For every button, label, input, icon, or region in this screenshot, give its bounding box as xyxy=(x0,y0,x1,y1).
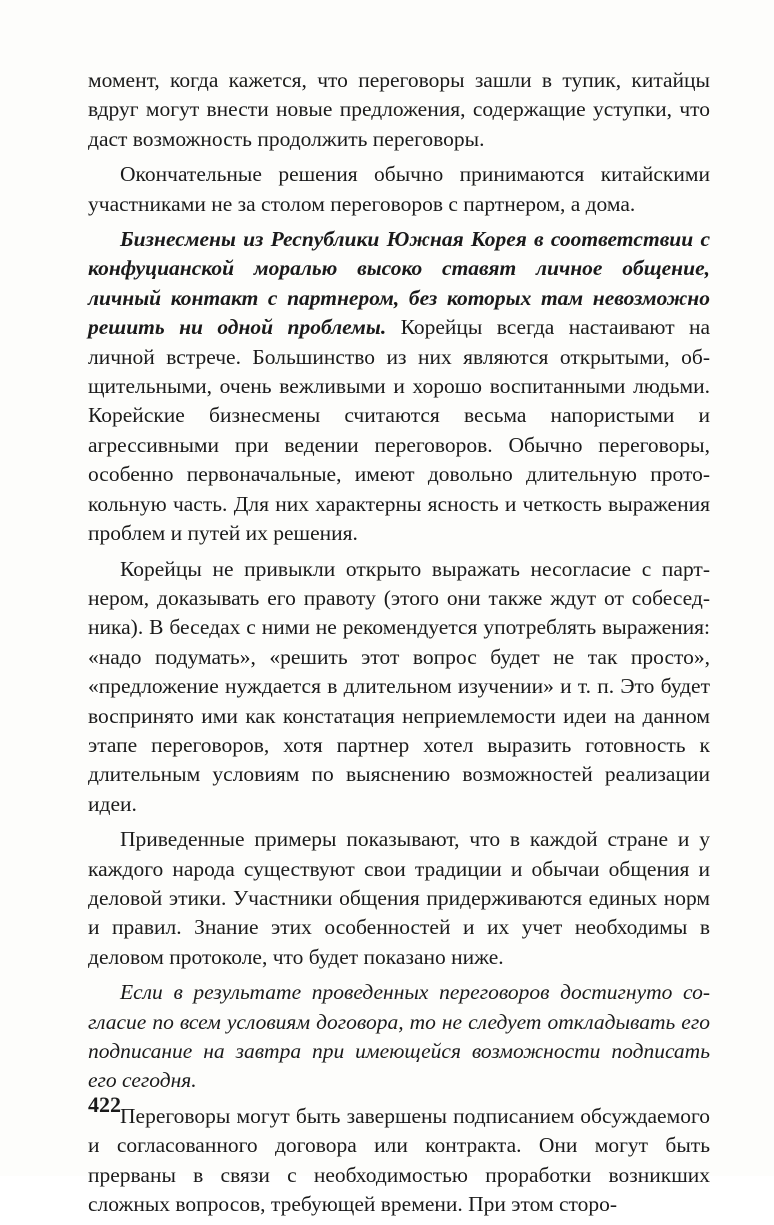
emphasized-text: Если в результате проведенных переговоров достигнуто согласие по всем условиям договора, то не следует откладывать его подписание на завтра при имеющейся возможности подписать его сегодня. xyxy=(88,980,710,1093)
paragraph xyxy=(88,160,710,219)
paragraph xyxy=(88,825,710,972)
page-number: 422 xyxy=(88,1092,121,1117)
paragraph-text: Окончательные решения обычно принимаются китайскими участниками не за столом переговоров с партнером, а дома. xyxy=(88,162,710,216)
paragraph xyxy=(88,1102,710,1220)
paragraph-text: Переговоры могут быть завершены подписанием обсуждаемого и согласованного договора или контракта. Они могут быть прерваны в связи с необходимостью проработки возникших сложных вопросов, требующей времени. При этом сторо- xyxy=(88,1103,710,1217)
body-text xyxy=(88,66,710,1225)
paragraph xyxy=(88,66,710,154)
paragraph-text: Приведенные примеры показывают, что в каждой стране и у каждого народа существуют свои традиции и обычаи общения и деловой этики. Участники общения придерживаются единых норм и правил. Знание этих особенностей и их учет необходимы в деловом протоколе, что будет показано ниже. xyxy=(88,827,710,969)
emphasized-text: Бизнесмены из Республики Южная Корея в соответствии с конфуцианской моралью высоко ставят личное общение, личный контакт с партнером, без которых там невозможно решить ни одной проблемы. xyxy=(88,227,710,340)
paragraph xyxy=(88,225,710,548)
paragraph-text: момент, когда кажется, что переговоры зашли в тупик, китайцы вдруг могут внести новые предложения, содержащие уступки, что даст возможность продолжить переговоры. xyxy=(88,68,710,151)
paragraph-text: Корейцы всегда настаивают на личной встрече. Большинство из них являются открытыми, общительными, очень вежливыми и хорошо воспитанными людьми. Корейские бизнесмены считаются весьма напористыми и агрессивными при ведении переговоров. Обычно переговоры, особенно первоначальные, имеют довольно длительную протокольную часть. Для них характерны ясность и четкость выражения проблем и путей их решения. xyxy=(88,315,711,546)
paragraph xyxy=(88,555,710,820)
paragraph-text: Корейцы не привыкли открыто выражать несогласие с партнером, доказывать его правоту (этого они также ждут от собеседника). В беседах с ними не рекомендуется употреблять выражения: «надо подумать», «решить этот вопрос будет не так просто», «предложение нуждается в длительном изучении» и т. п. Это будет воспринято ими как констатация неприемлемости идеи на данном этапе переговоров, хотя партнер хотел выразить готовность к длительным условиям по выяснению возможностей реализации идеи. xyxy=(88,556,710,816)
paragraph xyxy=(88,978,710,1096)
